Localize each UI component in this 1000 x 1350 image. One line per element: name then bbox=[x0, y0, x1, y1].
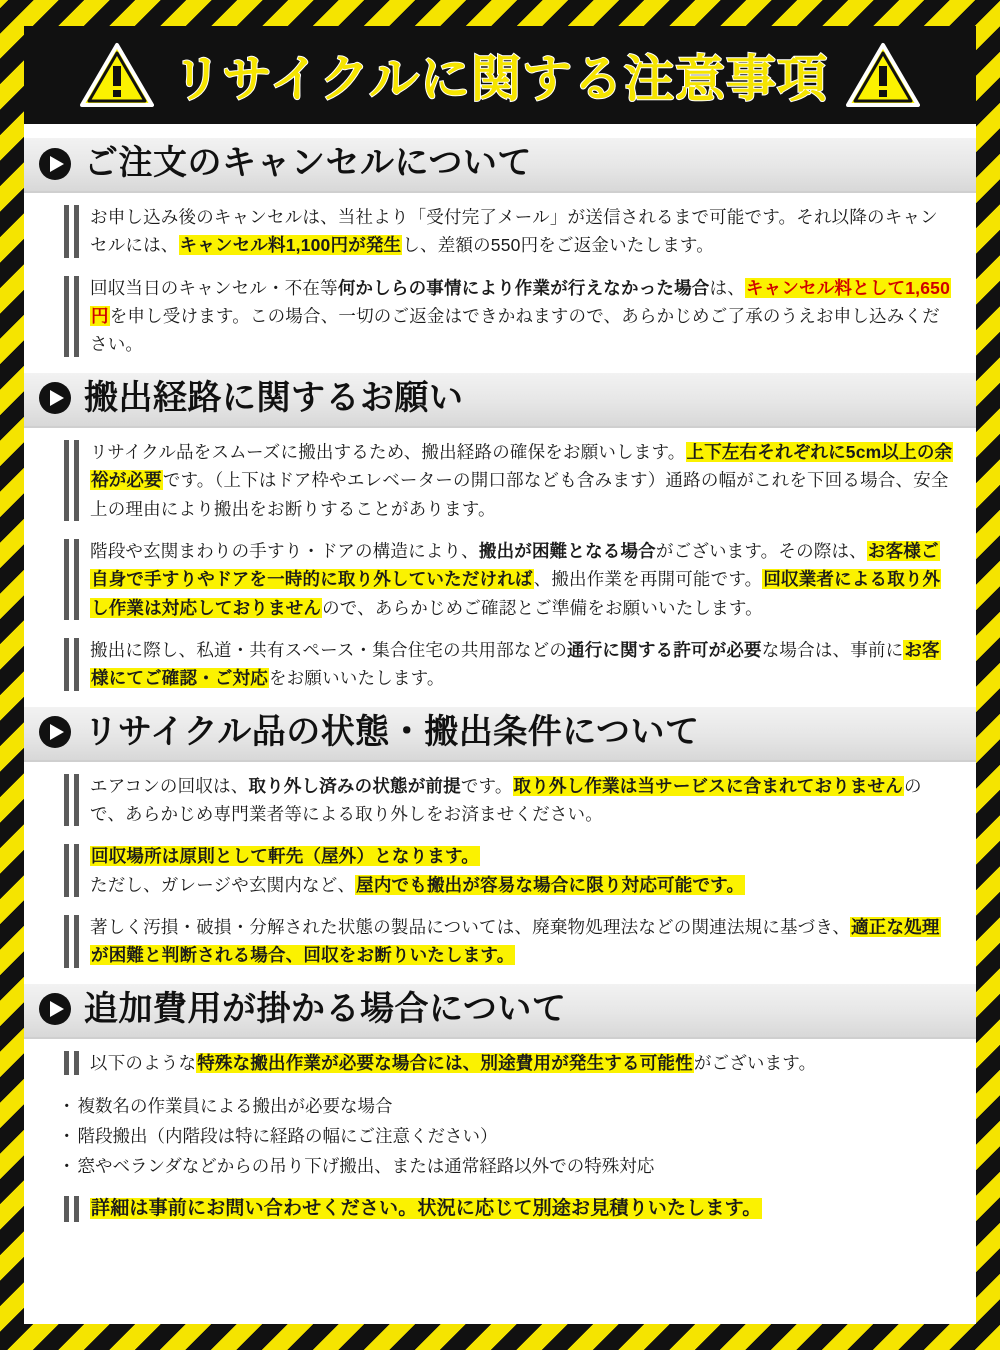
paragraph: 回収場所は原則として軒先（屋外）となります。 ただし、ガレージや玄関内など、屋内でも搬出が容易な場合に限り対応可能です。 bbox=[64, 842, 954, 899]
bold-text: 何かしらの事情により作業が行えなかった場合 bbox=[337, 277, 710, 298]
paragraph: リサイクル品をスムーズに搬出するため、搬出経路の確保をお願いします。上下左右それぞれに5cm以上の余裕が必要です。（上下はドア枠やエレベーターの開口部なども含みます）通路の幅がこれを下回る場合、安全上の理由により搬出をお断りすることがあります。 bbox=[64, 438, 954, 523]
notice-sheet bbox=[24, 26, 976, 1324]
highlight-text: お客様ご自身で手すりやドアを一時的に取り外していただければ bbox=[91, 540, 939, 590]
highlight-text-red: キャンセル料として1,650円 bbox=[91, 277, 951, 327]
section-heading-condition bbox=[24, 707, 976, 762]
section-heading-extra-fee bbox=[24, 984, 976, 1039]
section-heading-route bbox=[24, 373, 976, 428]
bold-text: 取り外し済みの状態が前提 bbox=[248, 775, 461, 796]
paragraph: 著しく汚損・破損・分解された状態の製品については、廃棄物処理法などの関連法規に基づき、適正な処理が困難と判断される場合、回収をお断りいたします。 bbox=[64, 913, 954, 970]
section-title: 搬出経路に関するお願い bbox=[84, 378, 464, 417]
section-title: リサイクル品の状態・搬出条件について bbox=[84, 712, 700, 751]
bullet-list bbox=[24, 1091, 976, 1181]
highlight-text: 詳細は事前にお問い合わせください。状況に応じて別途お見積りいたします。 bbox=[91, 1197, 762, 1219]
section-extra-fee bbox=[24, 984, 976, 1224]
paragraph: エアコンの回収は、取り外し済みの状態が前提です。取り外し作業は当サービスに含まれておりませんので、あらかじめ専門業者等による取り外しをお済ませください。 bbox=[64, 772, 954, 829]
list-item: ・ 階段搬出（内階段は特に経路の幅にご注意ください） bbox=[58, 1121, 976, 1151]
paragraph: 以下のような特殊な搬出作業が必要な場合には、別途費用が発生する可能性がございます。 bbox=[64, 1049, 954, 1077]
play-triangle-icon bbox=[38, 992, 72, 1026]
list-item: ・ 窓やベランダなどからの吊り下げ搬出、または通常経路以外での特殊対応 bbox=[58, 1151, 976, 1181]
warning-triangle-icon bbox=[80, 42, 154, 108]
play-triangle-icon bbox=[38, 147, 72, 181]
page-title-bar bbox=[24, 26, 976, 124]
section-title: 追加費用が掛かる場合について bbox=[84, 989, 567, 1028]
highlight-text: 取り外し作業は当サービスに含まれておりません bbox=[513, 775, 903, 796]
bold-text: 搬出が困難となる場合 bbox=[478, 540, 656, 561]
highlight-text: 回収場所は原則として軒先（屋外）となります。 bbox=[91, 846, 479, 867]
notice-body bbox=[24, 138, 976, 1224]
paragraph: 回収当日のキャンセル・不在等何かしらの事情により作業が行えなかった場合は、キャンセル料として1,650円を申し受けます。この場合、一切のご返金はできかねますので、あらかじめご了承のうえお申し込みください。 bbox=[64, 274, 954, 359]
highlight-text: 回収業者による取り外し作業は対応しておりません bbox=[91, 569, 941, 618]
highlight-text: 適正な処理が困難と判断される場合、回収をお断りいたします。 bbox=[91, 917, 940, 966]
closing-note bbox=[64, 1194, 954, 1225]
highlight-text: 特殊な搬出作業が必要な場合には、別途費用が発生する可能性 bbox=[197, 1052, 693, 1073]
highlight-text: キャンセル料1,100円が発生 bbox=[179, 235, 402, 256]
highlight-text: 上下左右それぞれに5cm以上の余裕が必要 bbox=[91, 441, 953, 491]
section-cancel bbox=[24, 138, 976, 359]
paragraph: お申し込み後のキャンセルは、当社より「受付完了メール」が送信されるまで可能です。それ以降のキャンセルには、キャンセル料1,100円が発生し、差額の550円をご返金いたします。 bbox=[64, 203, 954, 260]
highlight-text: お客様にてご確認・ご対応 bbox=[91, 639, 940, 689]
play-triangle-icon bbox=[38, 381, 72, 415]
section-heading-cancel bbox=[24, 138, 976, 193]
warning-triangle-icon bbox=[846, 42, 920, 108]
highlight-text: 屋内でも搬出が容易な場合に限り対応可能です。 bbox=[356, 874, 745, 895]
paragraph: 搬出に際し、私道・共有スペース・集合住宅の共用部などの通行に関する許可が必要な場合は、事前にお客様にてご確認・ご対応をお願いいたします。 bbox=[64, 636, 954, 693]
list-item: ・ 複数名の作業員による搬出が必要な場合 bbox=[58, 1091, 976, 1121]
section-title: ご注文のキャンセルについて bbox=[84, 144, 532, 182]
bold-text: 通行に関する許可が必要 bbox=[567, 639, 762, 660]
section-condition bbox=[24, 707, 976, 970]
play-triangle-icon bbox=[38, 715, 72, 749]
section-route bbox=[24, 373, 976, 693]
page-title: リサイクルに関する注意事項 bbox=[172, 51, 828, 107]
paragraph: 階段や玄関まわりの手すり・ドアの構造により、搬出が困難となる場合がございます。その際は、お客様ご自身で手すりやドアを一時的に取り外していただければ、搬出作業を再開可能です。回収業者による取り外し作業は対応しておりませんので、あらかじめご確認とご準備をお願いいたします。 bbox=[64, 537, 954, 622]
